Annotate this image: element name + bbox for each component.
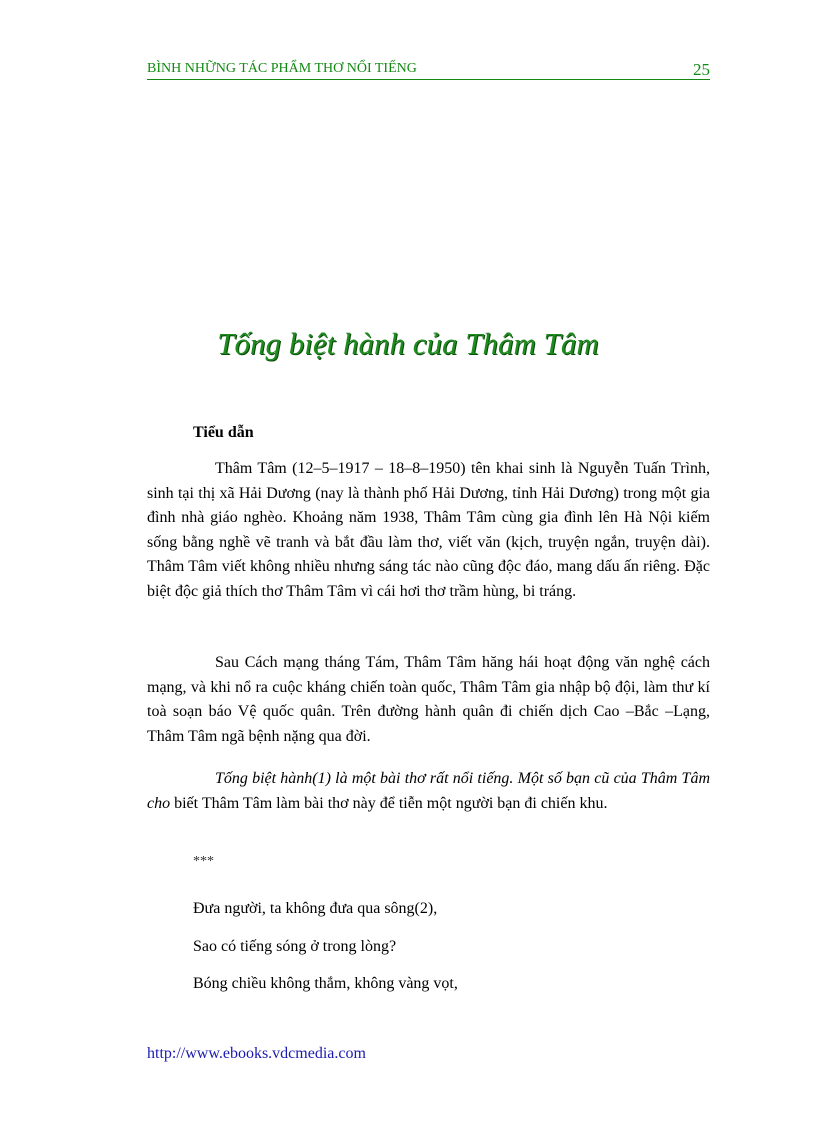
paragraph-italic-part: Tống biệt hành(1) là một bài thơ rất nổi tiếng. Một số bạn cũ của Thâm Tâm cho xyxy=(147,770,710,812)
paragraph-intro: Thâm Tâm (12–5–1917 – 18–8–1950) tên khai sinh là Nguyễn Tuấn Trình, sinh tại thị xã Hải Dương (nay là thành phố Hải Dương, tỉnh Hải Dương) trong một gia đình nhà giáo nghèo. Khoảng năm 1938, Thâm Tâm cùng gia đình lên Hà Nội kiếm sống bằng nghề vẽ tranh và bắt đầu làm thơ, viết văn (kịch, truyện ngắn, truyện dài). Thâm Tâm viết không nhiều nhưng sáng tác nào cũng độc đáo, mang dấu ấn riêng. Đặc biệt độc giả thích thơ Thâm Tâm vì cái hơi thơ trầm hùng, bi tráng. xyxy=(147,460,710,600)
running-header xyxy=(147,60,710,80)
verse-line: Bóng chiều không thắm, không vàng vọt, xyxy=(193,975,458,992)
paragraph-biography: Sau Cách mạng tháng Tám, Thâm Tâm hăng hái hoạt động văn nghệ cách mạng, và khi nổ ra cuộc kháng chiến toàn quốc, Thâm Tâm gia nhập bộ đội, làm thư kí toà soạn báo Vệ quốc quân. Trên đường hành quân đi chiến dịch Cao –Bắc –Lạng, Thâm Tâm ngã bệnh nặng qua đời. xyxy=(147,654,710,745)
paragraph-normal-part: biết Thâm Tâm làm bài thơ này để tiễn một người bạn đi chiến khu. xyxy=(170,794,608,812)
poem-title: Tống biệt hành của Thâm Tâm xyxy=(217,326,599,361)
section-separator: *** xyxy=(193,854,214,869)
page-number: 25 xyxy=(693,60,710,79)
paragraph-poem-note xyxy=(147,767,710,816)
verse-line: Sao có tiếng sóng ở trong lòng? xyxy=(193,938,397,955)
section-heading: Tiểu dẫn xyxy=(193,424,254,441)
verse-line: Đưa người, ta không đưa qua sông(2), xyxy=(193,900,438,917)
footer-link[interactable]: http://www.ebooks.vdcmedia.com xyxy=(147,1045,366,1062)
header-title: BÌNH NHỮNG TÁC PHẨM THƠ NỔI TIẾNG xyxy=(147,61,417,76)
